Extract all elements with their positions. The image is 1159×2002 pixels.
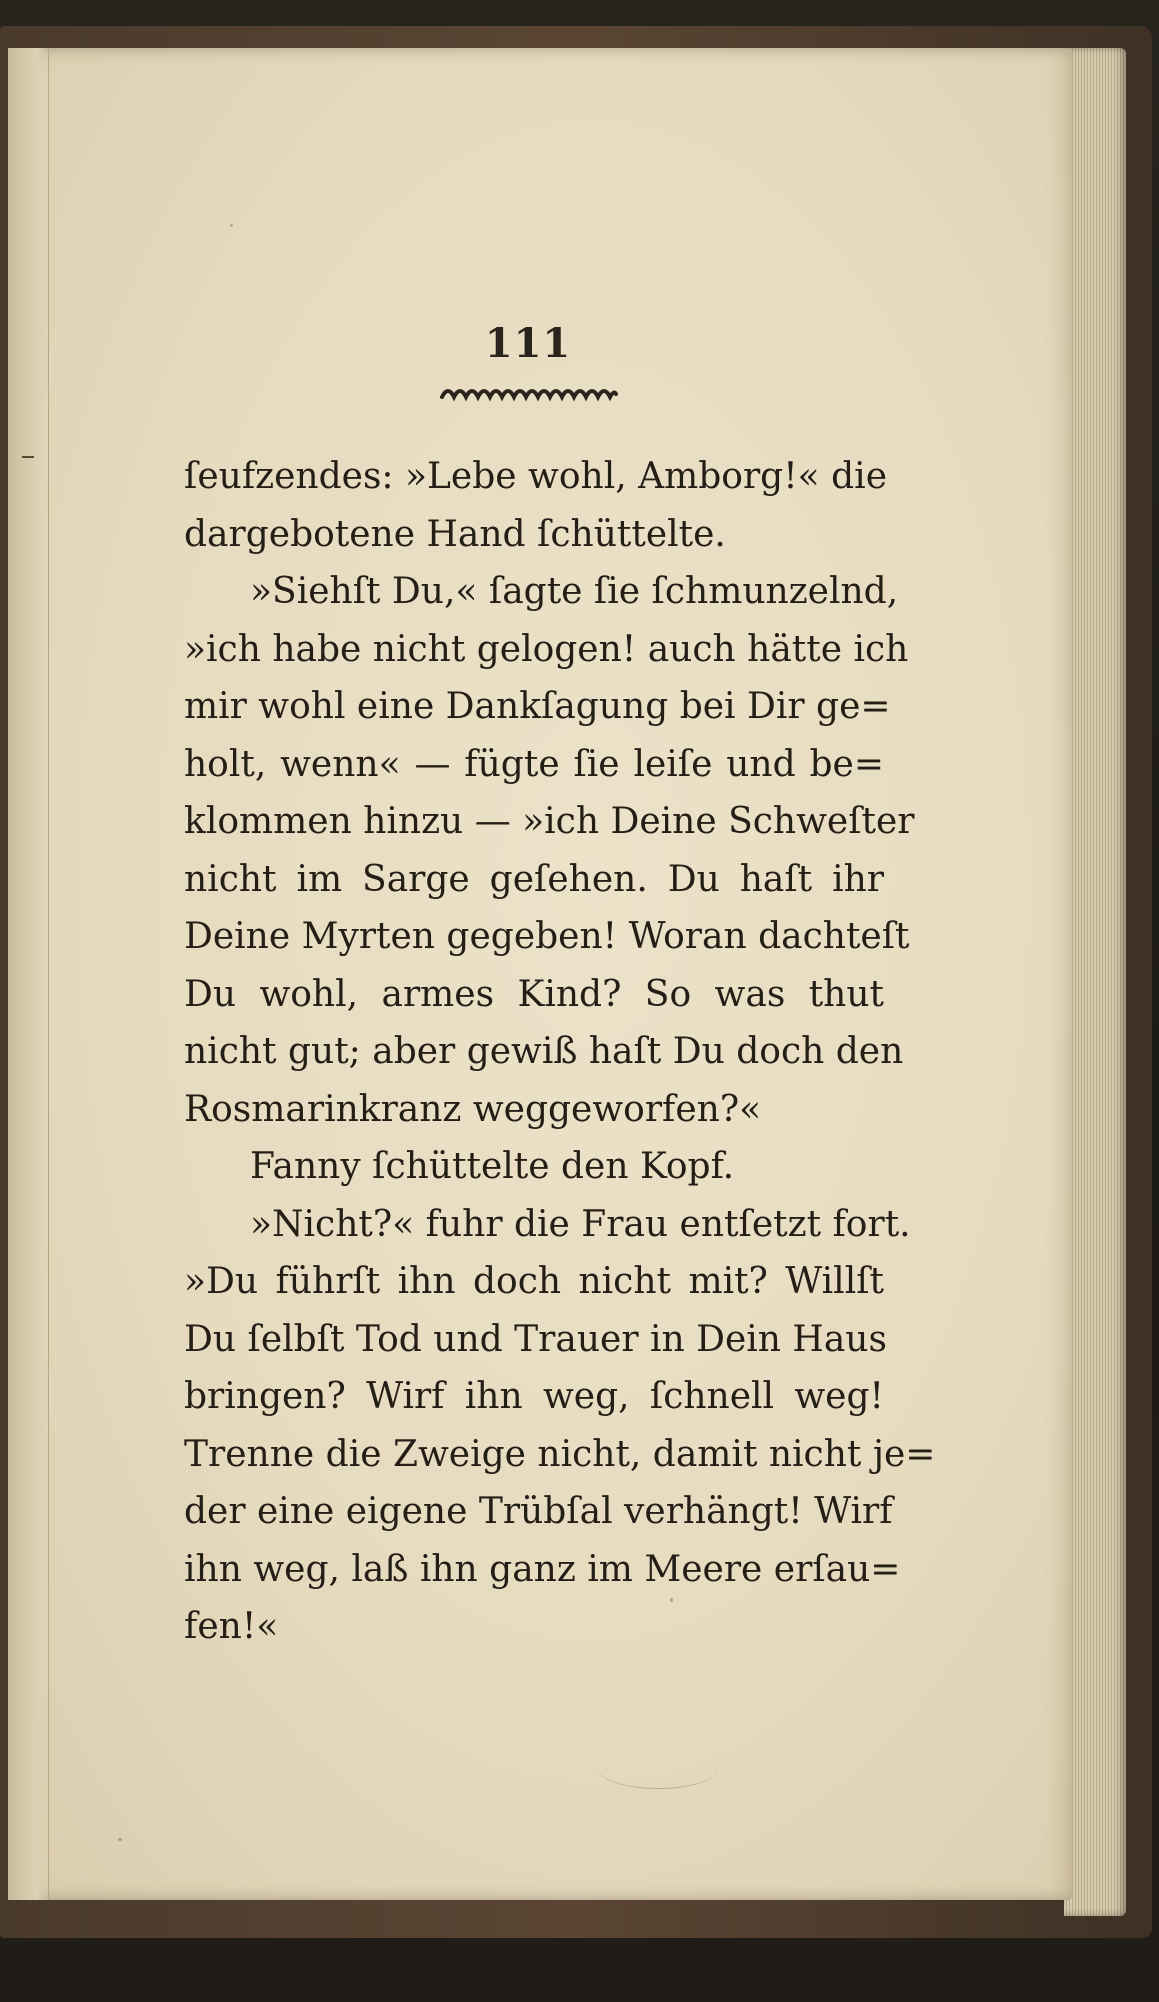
text-line: »Du führſt ihn doch nicht mit? Willſt (184, 1261, 884, 1302)
text-line: Fanny ſchüttelte den Kopf. (250, 1146, 735, 1187)
page-text (184, 448, 936, 1656)
text-line: Du ſelbſt Tod und Trauer in Dein Haus (184, 1318, 887, 1360)
text-line: nicht gut; aber gewiß haſt Du doch den (184, 1031, 904, 1072)
text-line: dargebotene Hand ſchüttelte. (184, 513, 726, 555)
text-line: klommen hinzu — »ich Deine Schweſter (184, 801, 915, 842)
gutter-mark (22, 456, 34, 458)
paper-speck (230, 224, 233, 227)
paper-speck (842, 1058, 844, 1060)
text-line: holt, wenn« — fügte ſie leiſe und be= (184, 743, 884, 785)
book-page (8, 48, 1072, 1900)
text-line: Trenne die Zweige nicht, damit nicht je= (184, 1433, 936, 1475)
page-number: 111 (484, 320, 572, 367)
page-gutter (8, 48, 49, 1900)
text-line: »ich habe nicht gelogen! auch hätte ich (184, 628, 909, 670)
text-line: der eine eigene Trübſal verhängt! Wirf (184, 1491, 893, 1532)
paper-speck (670, 1598, 673, 1602)
page-edges (1064, 48, 1126, 1916)
text-line: »Nicht?« fuhr die Frau entſetzt fort. (250, 1203, 911, 1245)
paper-mark (598, 1748, 718, 1789)
text-line: ſeufzendes: »Lebe wohl, Amborg!« die (184, 456, 888, 497)
text-line: Rosmarinkranz weggeworfen?« (184, 1088, 762, 1130)
text-line: Du wohl, armes Kind? So was thut (184, 973, 884, 1015)
text-line: fen!« (184, 1606, 279, 1647)
text-line: mir wohl eine Dankſagung bei Dir ge= (184, 686, 891, 727)
text-line: ihn weg, laß ihn ganz im Meere erſau= (184, 1548, 901, 1590)
wavy-ornament (440, 382, 618, 404)
text-line: bringen? Wirf ihn weg, ſchnell weg! (184, 1376, 884, 1417)
paper-speck (118, 1838, 122, 1841)
text-line: »Siehſt Du,« ſagte ſie ſchmunzelnd, (250, 571, 899, 612)
text-line: Deine Myrten gegeben! Woran dachteſt (184, 916, 910, 957)
text-line: nicht im Sarge geſehen. Du haſt ihr (184, 858, 884, 900)
